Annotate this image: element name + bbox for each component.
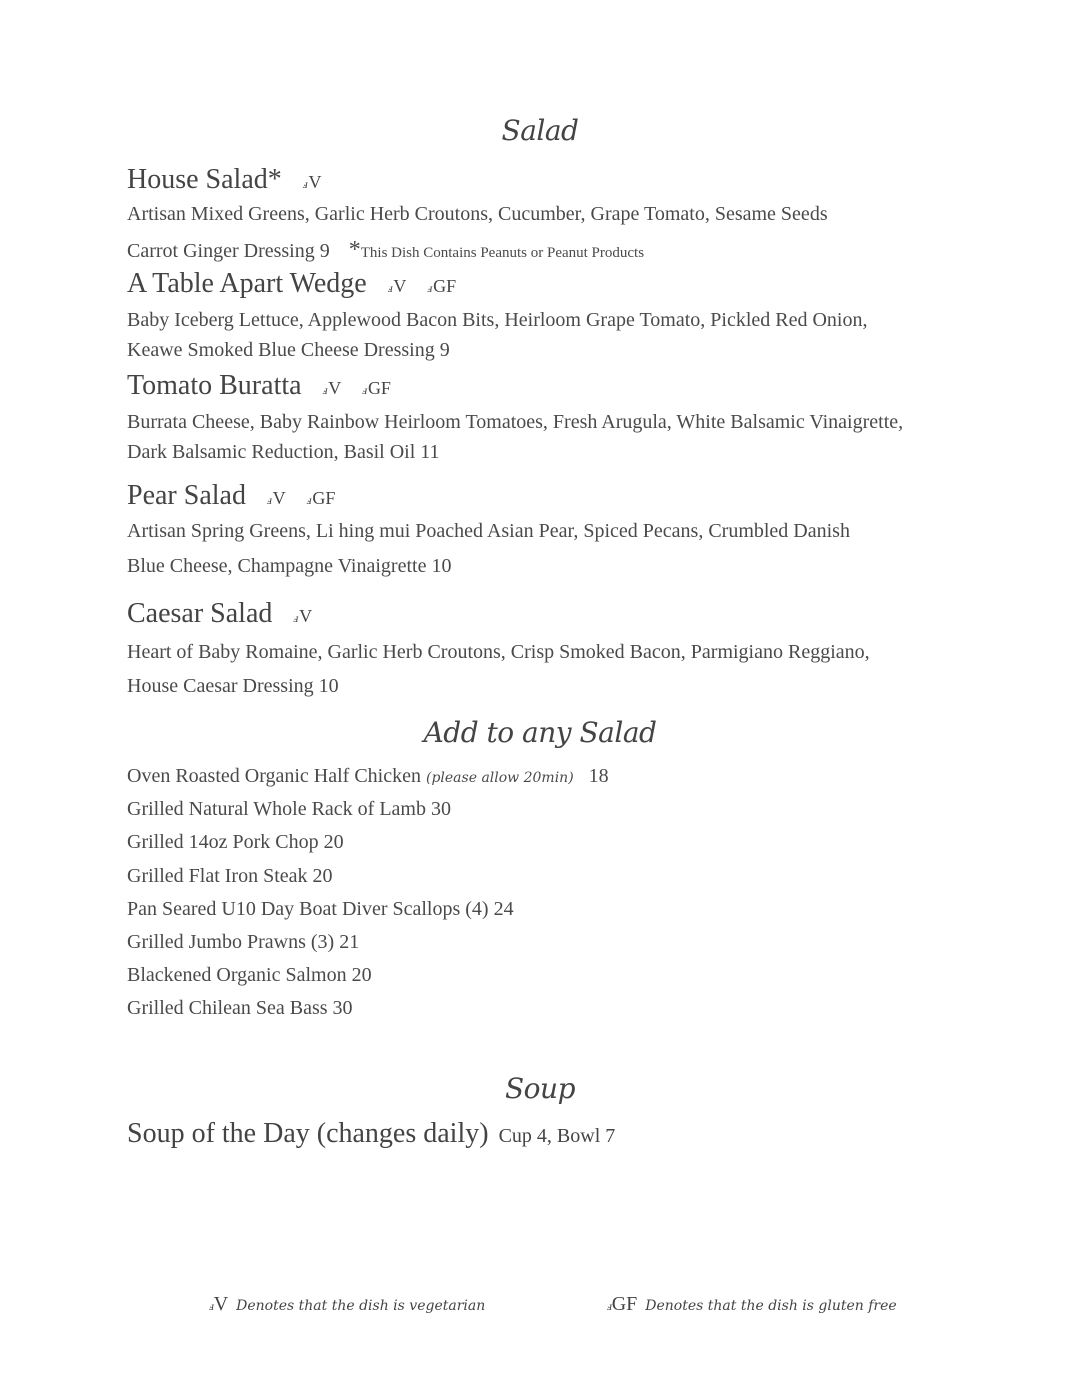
addons-heading: Add to any Salad bbox=[423, 716, 657, 749]
gluten-free-tag: ⅎGF bbox=[306, 488, 336, 508]
tag-icon: ⅎ bbox=[387, 281, 393, 295]
dish-title-caesar-salad bbox=[127, 598, 312, 630]
gluten-free-tag: ⅎGF bbox=[427, 276, 457, 296]
vegetarian-tag: ⅎV bbox=[302, 172, 322, 192]
tag-icon: ⅎ bbox=[293, 611, 299, 625]
soup-price: Cup 4, Bowl 7 bbox=[498, 1125, 616, 1147]
dish-description: Baby Iceberg Lettuce, Applewood Bacon Bits, Heirloom Grape Tomato, Pickled Red Onion, bbox=[127, 309, 868, 331]
dish-name: A Table Apart Wedge bbox=[127, 268, 367, 299]
tag-icon: ⅎ bbox=[306, 493, 312, 507]
addon-item: Grilled Natural Whole Rack of Lamb 30 bbox=[127, 798, 451, 820]
addon-item: Blackened Organic Salmon 20 bbox=[127, 964, 372, 986]
dish-name: Caesar Salad bbox=[127, 598, 273, 629]
tag-icon: ⅎ bbox=[302, 177, 308, 191]
salad-heading: Salad bbox=[501, 114, 579, 147]
addon-item: Oven Roasted Organic Half Chicken (please allow 20min) 18 bbox=[127, 765, 609, 787]
tag-icon: ⅎ bbox=[427, 281, 433, 295]
dish-description-line2: House Caesar Dressing 10 bbox=[127, 675, 339, 697]
dish-title-pear-salad bbox=[127, 480, 335, 512]
tag-icon: ⅎ bbox=[607, 1299, 612, 1313]
legend-gluten-free: ⅎGF Denotes that the dish is gluten free bbox=[607, 1293, 897, 1315]
dish-description: Artisan Mixed Greens, Garlic Herb Croutons, Cucumber, Grape Tomato, Sesame Seeds bbox=[127, 203, 828, 225]
dish-title-house-salad bbox=[127, 164, 321, 196]
soup-name: Soup of the Day (changes daily) bbox=[127, 1118, 489, 1149]
soup-of-the-day bbox=[127, 1118, 615, 1150]
dish-description-line2: Keawe Smoked Blue Cheese Dressing 9 bbox=[127, 339, 450, 361]
dish-title-tomato-buratta bbox=[127, 370, 391, 402]
dish-description: Heart of Baby Romaine, Garlic Herb Croutons, Crisp Smoked Bacon, Parmigiano Reggiano, bbox=[127, 641, 870, 663]
soup-heading: Soup bbox=[505, 1072, 575, 1105]
dish-name: House Salad* bbox=[127, 164, 282, 195]
dish-title-wedge bbox=[127, 268, 456, 300]
dish-description: Burrata Cheese, Baby Rainbow Heirloom Tomatoes, Fresh Arugula, White Balsamic Vinaigrette, bbox=[127, 411, 904, 433]
gluten-free-tag: ⅎGF bbox=[362, 378, 391, 398]
dish-name: Tomato Buratta bbox=[127, 370, 302, 401]
addon-item: Grilled Chilean Sea Bass 30 bbox=[127, 997, 353, 1019]
tag-icon: ⅎ bbox=[322, 383, 328, 397]
vegetarian-tag: ⅎV bbox=[266, 488, 286, 508]
dish-description: Artisan Spring Greens, Li hing mui Poached Asian Pear, Spiced Pecans, Crumbled Danish bbox=[127, 520, 850, 542]
legend-vegetarian: ⅎV Denotes that the dish is vegetarian bbox=[209, 1293, 486, 1315]
peanut-note: This Dish Contains Peanuts or Peanut Products bbox=[360, 245, 645, 261]
dish-name: Pear Salad bbox=[127, 480, 246, 511]
tag-icon: ⅎ bbox=[209, 1299, 214, 1313]
tag-icon: ⅎ bbox=[266, 493, 272, 507]
addon-item: Grilled Jumbo Prawns (3) 21 bbox=[127, 931, 360, 953]
addon-item: Grilled 14oz Pork Chop 20 bbox=[127, 831, 344, 853]
vegetarian-tag: ⅎV bbox=[322, 378, 342, 398]
addon-note: (please allow 20min) bbox=[426, 770, 574, 786]
dish-description-line2: Dark Balsamic Reduction, Basil Oil 11 bbox=[127, 441, 440, 463]
vegetarian-tag: ⅎV bbox=[293, 606, 313, 626]
addon-item: Grilled Flat Iron Steak 20 bbox=[127, 865, 333, 887]
dish-description-line2: Carrot Ginger Dressing 9 *This Dish Contains Peanuts or Peanut Products bbox=[127, 237, 645, 263]
addon-item: Pan Seared U10 Day Boat Diver Scallops (4) 24 bbox=[127, 898, 514, 920]
allergen-star: * bbox=[348, 237, 361, 263]
vegetarian-tag: ⅎV bbox=[387, 276, 407, 296]
tag-icon: ⅎ bbox=[362, 383, 367, 397]
dish-description-line2: Blue Cheese, Champagne Vinaigrette 10 bbox=[127, 555, 452, 577]
